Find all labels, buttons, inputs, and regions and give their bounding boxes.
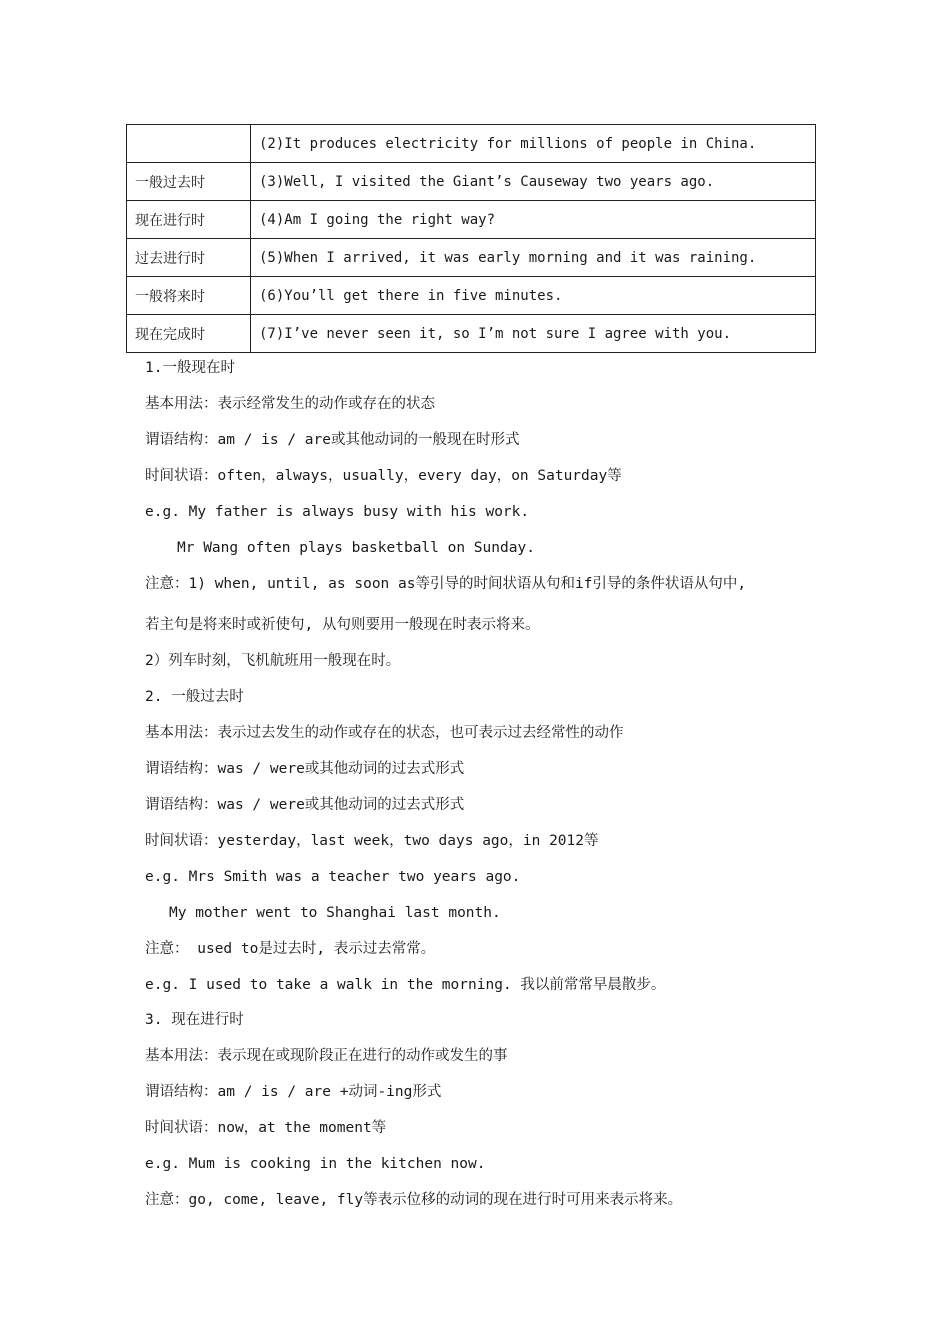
note-line: 若主句是将来时或祈使句, 从句则要用一般现在时表示将来。 [145,617,540,633]
note-line: 注意： used to是过去时, 表示过去常常。 [145,941,436,957]
table-row [127,277,816,315]
table-row [127,163,816,201]
example-cell: (7)I’ve never seen it, so I’m not sure I agree with you. [251,315,816,353]
example-line: My mother went to Shanghai last month. [169,905,501,921]
section-title-present-continuous: 3. 现在进行时 [145,1012,244,1028]
example-cell: (5)When I arrived, it was early morning and it was raining. [251,239,816,277]
note-line: 2）列车时刻，飞机航班用一般现在时。 [145,653,401,669]
adverbials-line: 时间状语：yesterday，last week，two days ago，in 2012等 [145,833,599,849]
example-line: e.g. Mum is cooking in the kitchen now. [145,1156,486,1172]
tense-example-table [126,124,816,353]
structure-line: 谓语结构：am / is / are +动词-ing形式 [145,1084,442,1100]
note-line: 注意：go, come, leave, fly等表示位移的动词的现在进行时可用来表示将来。 [145,1192,683,1208]
tense-cell: 过去进行时 [127,239,251,277]
usage-line: 基本用法：表示现在或现阶段正在进行的动作或发生的事 [145,1048,508,1064]
usage-line: 基本用法：表示过去发生的动作或存在的状态，也可表示过去经常性的动作 [145,725,624,741]
example-cell: (4)Am I going the right way? [251,201,816,239]
adverbials-line: 时间状语：now，at the moment等 [145,1120,387,1136]
structure-line: 谓语结构：was / were或其他动词的过去式形式 [145,761,465,777]
tense-cell: 现在完成时 [127,315,251,353]
table-row [127,201,816,239]
table-row [127,239,816,277]
example-cell: (3)Well, I visited the Giant’s Causeway two years ago. [251,163,816,201]
table-row [127,125,816,163]
example-line: Mr Wang often plays basketball on Sunday. [177,540,535,556]
tense-cell: 现在进行时 [127,201,251,239]
example-cell: (2)It produces electricity for millions of people in China. [251,125,816,163]
adverbials-line: 时间状语：often，always，usually，every day，on Saturday等 [145,468,622,484]
structure-line: 谓语结构：was / were或其他动词的过去式形式 [145,797,465,813]
example-line: e.g. I used to take a walk in the morning. 我以前常常早晨散步。 [145,977,666,993]
example-line: e.g. Mrs Smith was a teacher two years ago. [145,869,521,885]
tense-cell: 一般过去时 [127,163,251,201]
table-row [127,315,816,353]
structure-line: 谓语结构：am / is / are或其他动词的一般现在时形式 [145,432,520,448]
example-cell: (6)You’ll get there in five minutes. [251,277,816,315]
tense-cell: 一般将来时 [127,277,251,315]
section-title-simple-present: 1.一般现在时 [145,360,235,376]
section-title-simple-past: 2. 一般过去时 [145,689,244,705]
note-line: 注意：1) when, until, as soon as等引导的时间状语从句和if引导的条件状语从句中, [145,576,747,592]
tense-cell [127,125,251,163]
example-line: e.g. My father is always busy with his work. [145,504,530,520]
usage-line: 基本用法：表示经常发生的动作或存在的状态 [145,396,435,412]
